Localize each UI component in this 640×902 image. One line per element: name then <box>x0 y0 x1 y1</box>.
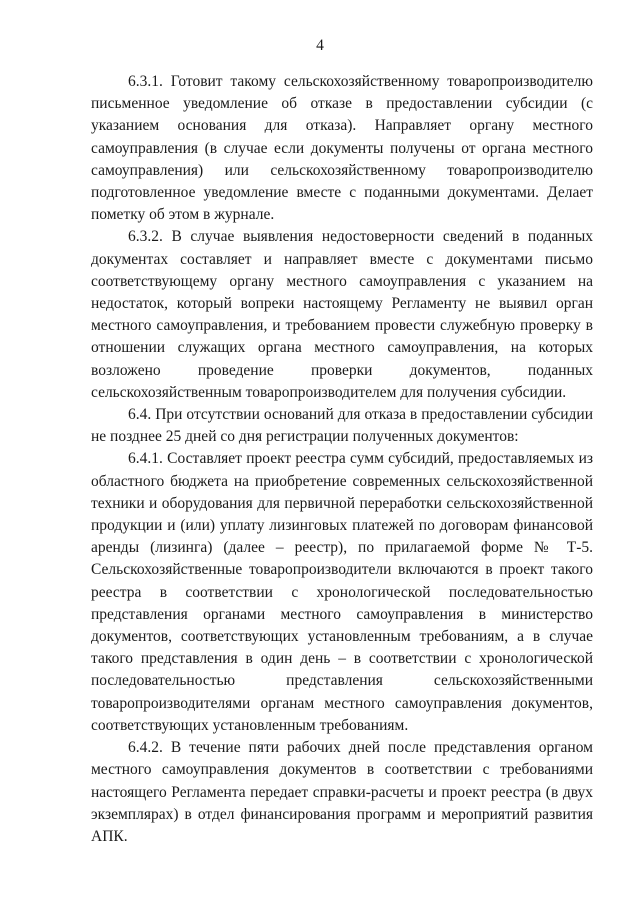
paragraph-6-3-2: 6.3.2. В случае выявления недостоверности сведений в поданных документах составляет и направляет вместе с документами письмо соответствующему органу местного самоуправления с указанием на недостаток, который вопреки настоящему Регламенту не выявил орган местного самоуправления, и требованием провести служебную проверку в отношении служащих органа местного самоуправления, на которых возложено проведение проверки документов, поданных сельскохозяйственным товаропроизводителем для получения субсидии. <box>91 228 593 401</box>
document-body <box>91 71 593 848</box>
paragraph-6-4: 6.4. При отсутствии оснований для отказа в предоставлении субсидии не позднее 25 дней со дня регистрации полученных документов: <box>91 406 593 446</box>
paragraph-6-4-2: 6.4.2. В течение пяти рабочих дней после представления органом местного самоуправления документов в соответствии с требованиями настоящего Регламента передает справки-расчеты и проект реестра (в двух экземплярах) в отдел финансирования программ и мероприятий развития АПК. <box>91 739 593 845</box>
paragraph-6-4-1: 6.4.1. Составляет проект реестра сумм субсидий, предоставляемых из областного бюджета на приобретение современных сельскохозяйственной техники и оборудования для первичной переработки сельскохозяйственной продукции и (или) уплату лизинговых платежей по договорам финансовой аренды (лизинга) (далее – реестр), по прилагаемой форме № Т-5. Сельскохозяйственные товаропроизводители включаются в проект такого реестра в соответствии с хронологической последовательностью представления органами местного самоуправления в министерство документов, соответствующих установленным требованиям, а в случае такого представления в один день – в соответствии с хронологической последовательностью представления сельскохозяйственными товаропроизводителями органам местного самоуправления документов, соответствующих установленным требованиям. <box>91 450 593 734</box>
page-number: 4 <box>316 37 324 54</box>
paragraph-6-3-1: 6.3.1. Готовит такому сельскохозяйственному товаропроизводителю письменное уведомление об отказе в предоставлении субсидии (с указанием основания для отказа). Направляет органу местного самоуправления (в случае если документы получены от органа местного самоуправления) или сельскохозяйственному товаропроизводителю подготовленное уведомление вместе с поданными документами. Делает пометку об этом в журнале. <box>91 73 593 224</box>
